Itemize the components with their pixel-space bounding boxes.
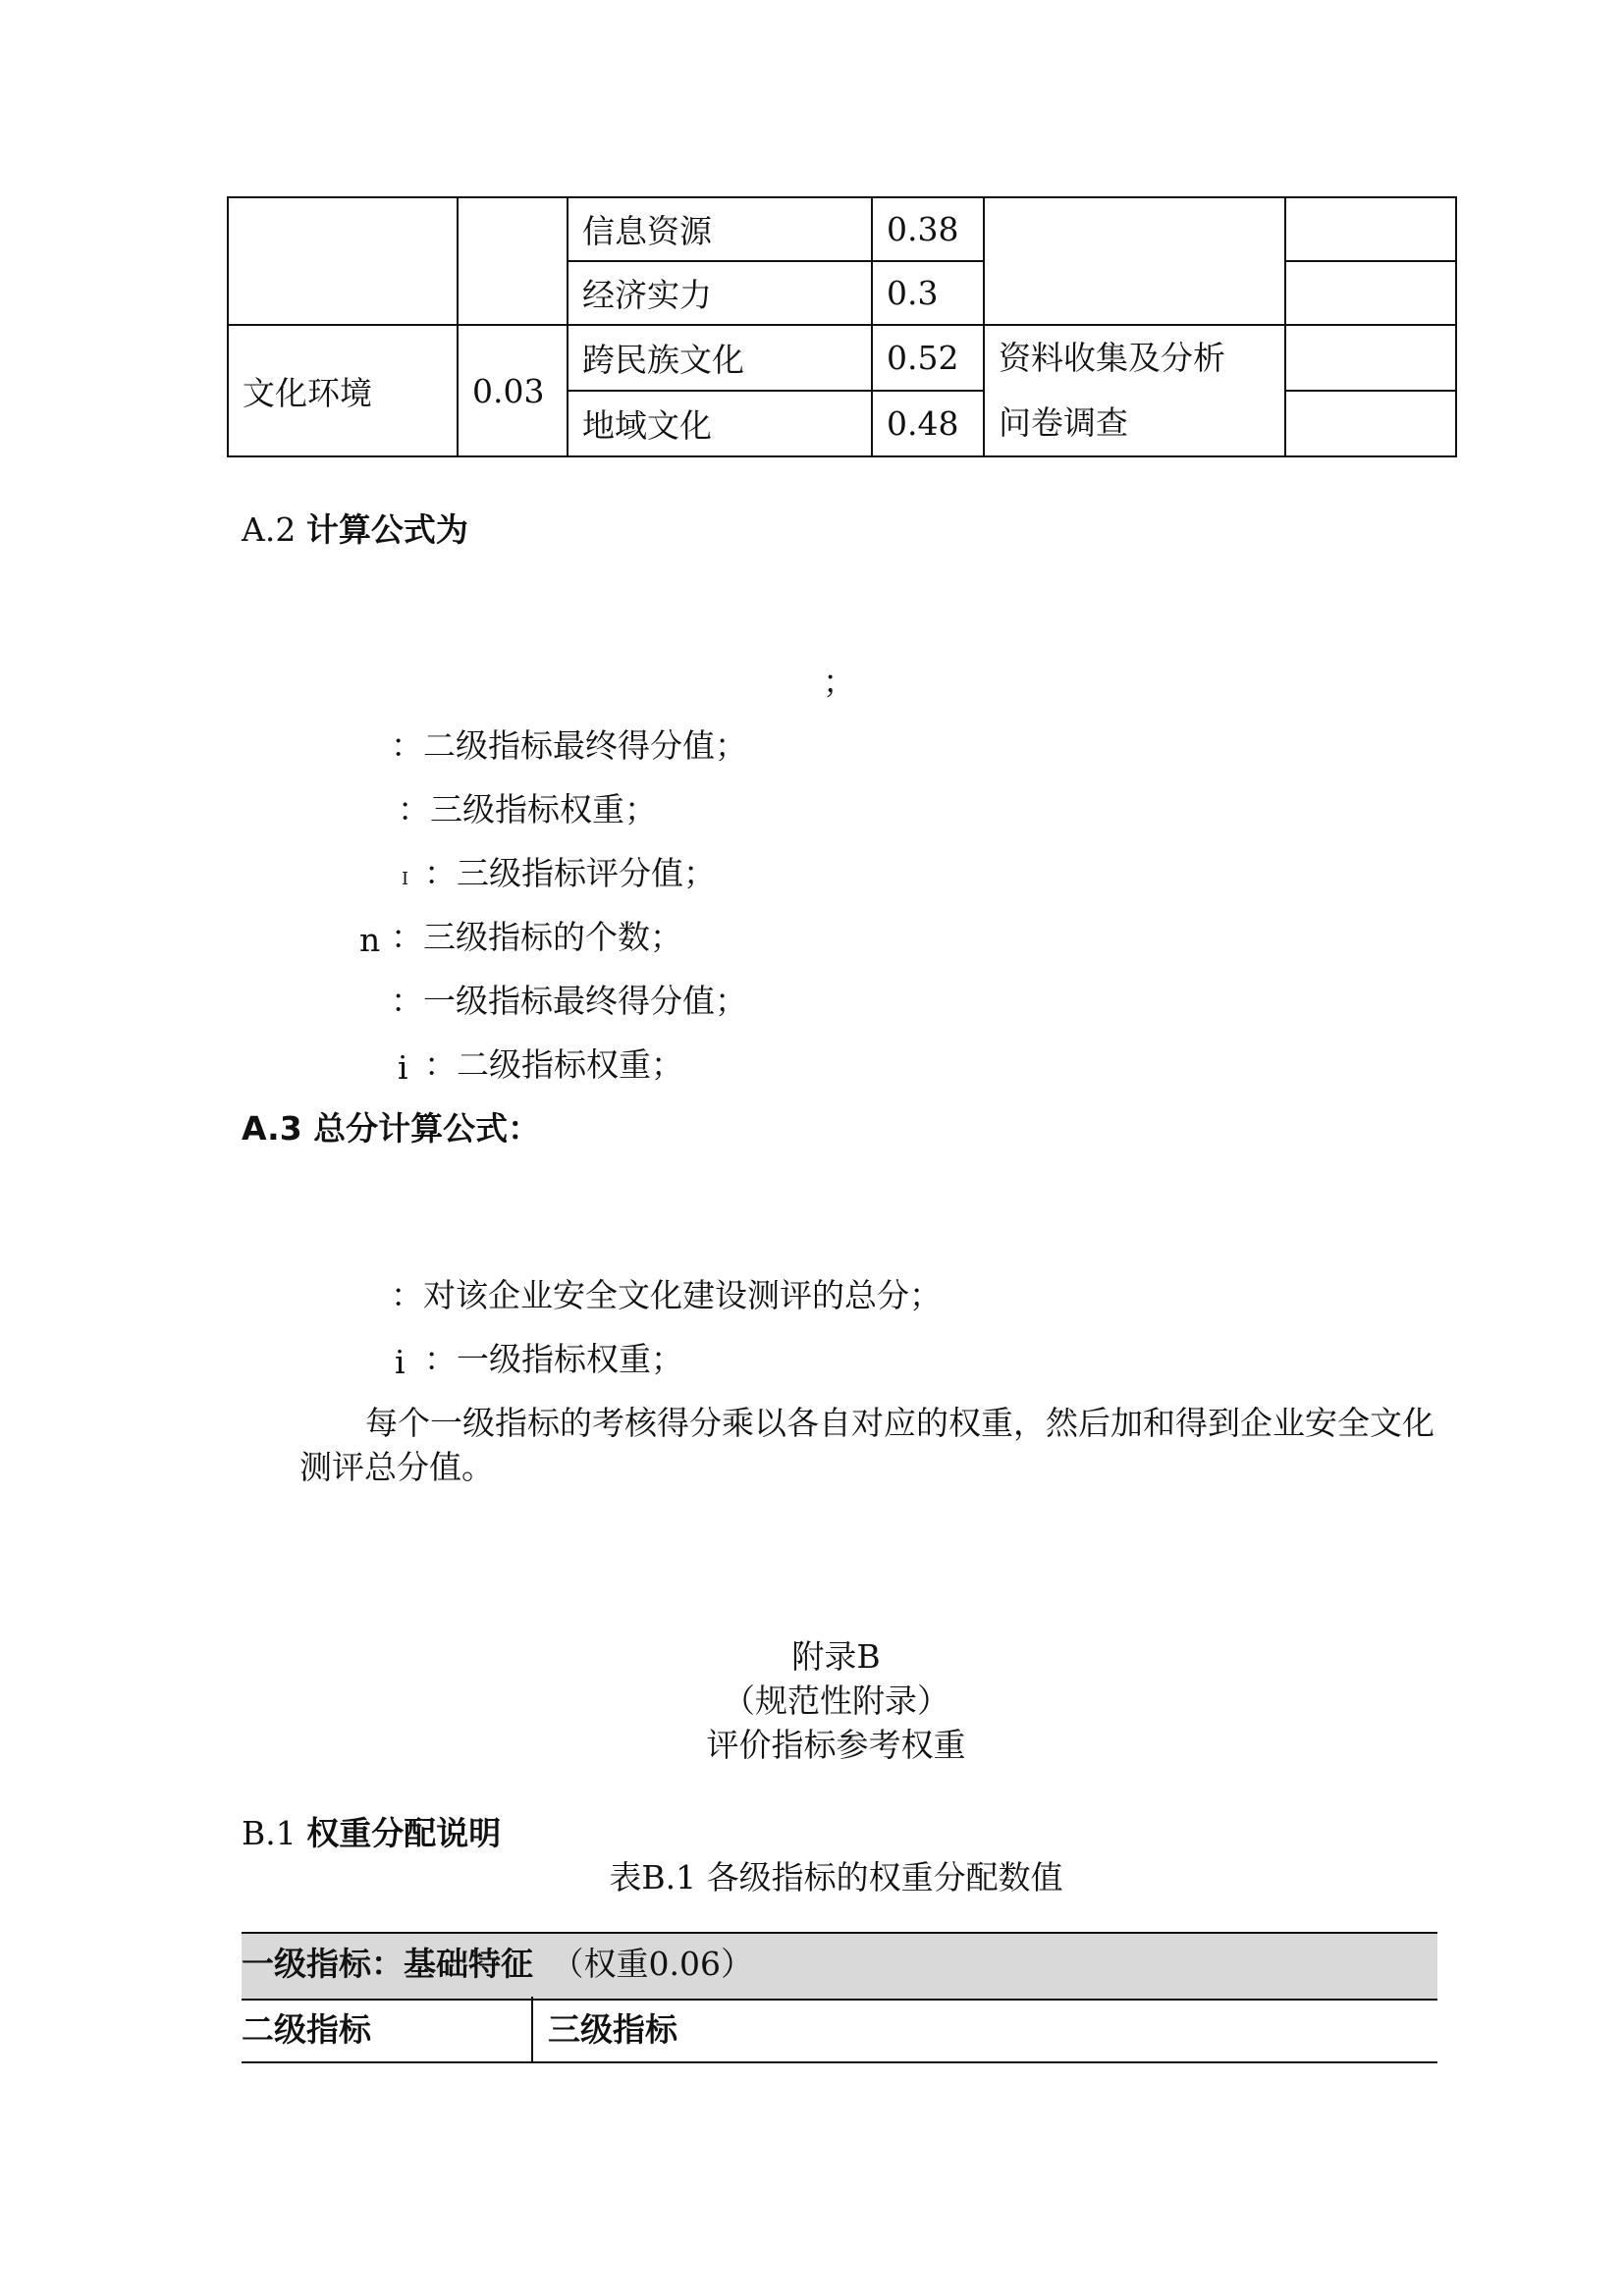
table-caption: 表B.1 各级指标的权重分配数值 <box>609 1858 1063 1896</box>
header-weight: （权重0.06） <box>551 1945 753 1983</box>
section-number: A.2 <box>242 510 297 549</box>
definition-text: ：一级指标权重； <box>424 1340 683 1378</box>
table-cell-category-weight: 0.03 <box>458 325 568 456</box>
table-cell-indicator: 跨民族文化 <box>568 325 872 391</box>
definition-text: ：三级指标权重； <box>398 790 657 828</box>
table-cell-empty <box>458 197 568 325</box>
table-cell-category: 文化环境 <box>228 325 458 456</box>
table-cell-method <box>984 325 1285 456</box>
column-divider <box>531 1997 533 2062</box>
table-cell-empty <box>1285 391 1456 456</box>
definition-text: ：二级指标权重； <box>424 1045 683 1084</box>
header-label: 一级指标：基础特征 <box>242 1945 533 1983</box>
paragraph-line: 每个一级指标的考核得分乘以各自对应的权重，然后加和得到企业安全文化 <box>365 1404 1435 1442</box>
table-cell-weight: 0.48 <box>872 391 984 456</box>
table-cell-empty <box>1285 261 1456 325</box>
table-header <box>242 1945 753 1983</box>
method-line: 问卷调查 <box>999 403 1128 442</box>
section-b1-heading <box>242 1814 502 1852</box>
table-cell-weight: 0.38 <box>872 197 984 261</box>
method-line: 资料收集及分析 <box>999 339 1225 377</box>
section-a2-heading <box>242 510 468 549</box>
appendix-subtitle: （规范性附录） <box>723 1682 949 1720</box>
column-header: 三级指标 <box>548 2010 677 2049</box>
table-cell-indicator: 经济实力 <box>568 261 872 325</box>
table-cell-empty <box>1285 197 1456 261</box>
section-number: B.1 <box>242 1814 297 1852</box>
section-title: 权重分配说明 <box>306 1814 502 1852</box>
table-cell-empty <box>1285 325 1456 391</box>
paragraph-line: 测评总分值。 <box>299 1448 494 1486</box>
appendix-heading: 评价指标参考权重 <box>706 1726 966 1764</box>
definition-text: ：三级指标的个数； <box>391 918 682 956</box>
table-cell-indicator: 地域文化 <box>568 391 872 456</box>
appendix-title: 附录B <box>791 1637 881 1676</box>
definition-symbol: n <box>359 921 381 959</box>
table-cell-empty <box>228 197 458 325</box>
table-cell-indicator: 信息资源 <box>568 197 872 261</box>
definition-text: ：三级指标评分值； <box>424 854 716 892</box>
table-row <box>242 1997 1437 2063</box>
formula-end-punct: ； <box>823 663 855 701</box>
section-title: 总分计算公式： <box>313 1109 541 1148</box>
section-number: A.3 <box>242 1109 302 1148</box>
definition-symbol: I <box>402 869 409 889</box>
column-header: 二级指标 <box>242 2010 371 2049</box>
section-title: 计算公式为 <box>305 510 468 549</box>
indicator-weight-table <box>227 196 1457 457</box>
table-cell-empty <box>984 197 1285 325</box>
table-cell-weight: 0.52 <box>872 325 984 391</box>
table-cell-weight: 0.3 <box>872 261 984 325</box>
section-a3-heading <box>242 1109 541 1148</box>
definition-symbol: i <box>395 1343 406 1381</box>
definition-text: ：二级指标最终得分值； <box>391 726 747 765</box>
definition-text: ：一级指标最终得分值； <box>391 982 747 1020</box>
definition-symbol: i <box>398 1048 408 1087</box>
definition-text: ：对该企业安全文化建设测评的总分； <box>391 1276 942 1314</box>
